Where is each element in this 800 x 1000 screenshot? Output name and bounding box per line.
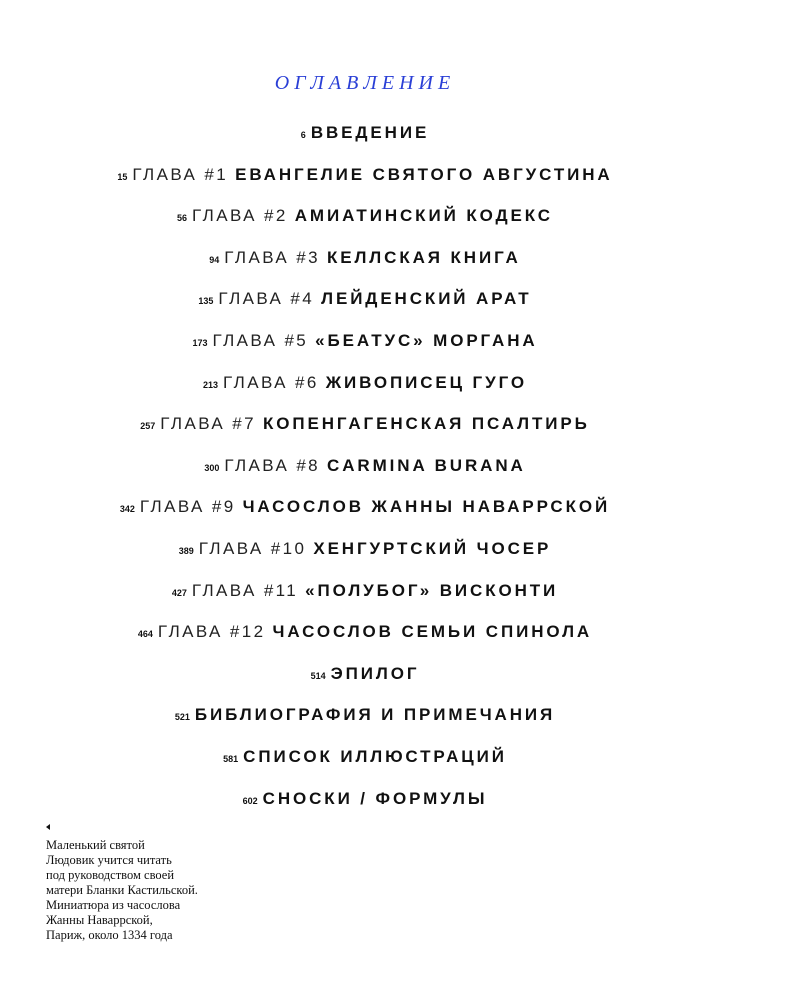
caption-line: матери Бланки Кастильской. (46, 883, 198, 897)
entry-title: ЭПИЛОГ (330, 663, 420, 683)
page-number: 56 (177, 213, 188, 224)
entry-title: ЕВАНГЕЛИЕ СВЯТОГО АВГУСТИНА (235, 164, 613, 184)
chapter-label: ГЛАВА #4 (218, 289, 315, 309)
entry-title: ЖИВОПИСЕЦ ГУГО (325, 372, 528, 392)
entry-title: «БЕАТУС» МОРГАНА (315, 330, 538, 350)
page-number: 135 (198, 296, 214, 307)
chapter-label: ГЛАВА #11 (191, 580, 299, 600)
page-number: 6 (300, 130, 306, 140)
toc-entry-chapter-8[interactable] (0, 451, 730, 493)
toc-heading: ОГЛАВЛЕНИЕ (274, 72, 456, 94)
page-number: 521 (174, 712, 190, 723)
toc-entry-chapter-6[interactable] (0, 368, 730, 410)
chapter-label: ГЛАВА #10 (198, 538, 307, 558)
caption-line: под руководством своей (46, 868, 175, 882)
caption-line: Париж, около 1334 года (46, 928, 173, 942)
entry-title: СНОСКИ / ФОРМУЛЫ (262, 788, 488, 808)
entry-title: ХЕНГУРТСКИЙ ЧОСЕР (313, 538, 552, 558)
entry-title: СПИСОК ИЛЛЮСТРАЦИЙ (243, 746, 507, 766)
page-number: 514 (310, 670, 326, 681)
chapter-label: ГЛАВА #9 (139, 497, 236, 517)
toc-entry-chapter-11[interactable] (0, 576, 730, 618)
page-number: 257 (140, 421, 156, 432)
entry-title: БИБЛИОГРАФИЯ И ПРИМЕЧАНИЯ (194, 705, 556, 725)
chapter-label: ГЛАВА #7 (160, 414, 256, 434)
chapter-label: ГЛАВА #1 (132, 164, 229, 184)
chapter-label: ГЛАВА #8 (224, 455, 321, 475)
toc-entry-illustrations[interactable] (0, 742, 730, 784)
page-number: 15 (117, 171, 128, 182)
toc-entry-chapter-4[interactable] (0, 284, 730, 326)
page-number: 94 (209, 254, 220, 265)
arrow-left-icon (46, 824, 50, 830)
page-number: 581 (223, 753, 239, 764)
chapter-label: ГЛАВА #5 (212, 330, 309, 350)
toc-entry-footnotes[interactable] (0, 784, 730, 826)
toc-entry-bibliography[interactable] (0, 700, 730, 742)
toc-entry-introduction[interactable] (0, 118, 730, 160)
caption-line: Миниатюра из часослова (46, 898, 181, 912)
caption-line: Жанны Наваррской, (46, 913, 153, 927)
toc-entry-chapter-5[interactable] (0, 326, 730, 368)
caption-line: Маленький святой (46, 838, 145, 852)
toc-entry-chapter-9[interactable] (0, 492, 730, 534)
chapter-label: ГЛАВА #2 (192, 206, 288, 226)
toc-entry-chapter-7[interactable] (0, 409, 730, 451)
toc-entry-chapter-3[interactable] (0, 243, 730, 285)
image-caption (46, 824, 306, 943)
toc-entry-chapter-10[interactable] (0, 534, 730, 576)
entry-title: CARMINA BURANA (327, 455, 526, 475)
entry-title: КЕЛЛСКАЯ КНИГА (326, 247, 521, 267)
page-number: 464 (137, 629, 153, 640)
caption-text (46, 838, 306, 943)
page-number: 173 (192, 337, 208, 348)
entry-title: «ПОЛУБОГ» ВИСКОНТИ (305, 580, 559, 600)
chapter-label: ГЛАВА #3 (224, 247, 320, 267)
entry-title: ЧАСОСЛОВ СЕМЬИ СПИНОЛА (272, 622, 593, 642)
toc-list (0, 118, 730, 825)
page-number: 213 (202, 379, 218, 390)
caption-line: Людовик учится читать (46, 853, 172, 867)
chapter-label: ГЛАВА #12 (157, 622, 266, 642)
page-number: 342 (119, 504, 135, 515)
page-number: 389 (178, 545, 194, 556)
toc-entry-chapter-1[interactable] (0, 160, 730, 202)
entry-title: ЛЕЙДЕНСКИЙ АРАТ (321, 289, 532, 309)
entry-title: ВВЕДЕНИЕ (310, 123, 430, 142)
toc-entry-epilogue[interactable] (0, 659, 730, 701)
page-number: 427 (171, 587, 187, 598)
chapter-label: ГЛАВА #6 (223, 372, 319, 392)
entry-title: ЧАСОСЛОВ ЖАННЫ НАВАРРСКОЙ (242, 497, 611, 517)
page-number: 300 (204, 462, 220, 473)
toc-entry-chapter-2[interactable] (0, 201, 730, 243)
entry-title: КОПЕНГАГЕНСКАЯ ПСАЛТИРЬ (262, 414, 590, 434)
toc-entry-chapter-12[interactable] (0, 617, 730, 659)
page-number: 602 (242, 795, 258, 806)
entry-title: АМИАТИНСКИЙ КОДЕКС (294, 206, 553, 226)
